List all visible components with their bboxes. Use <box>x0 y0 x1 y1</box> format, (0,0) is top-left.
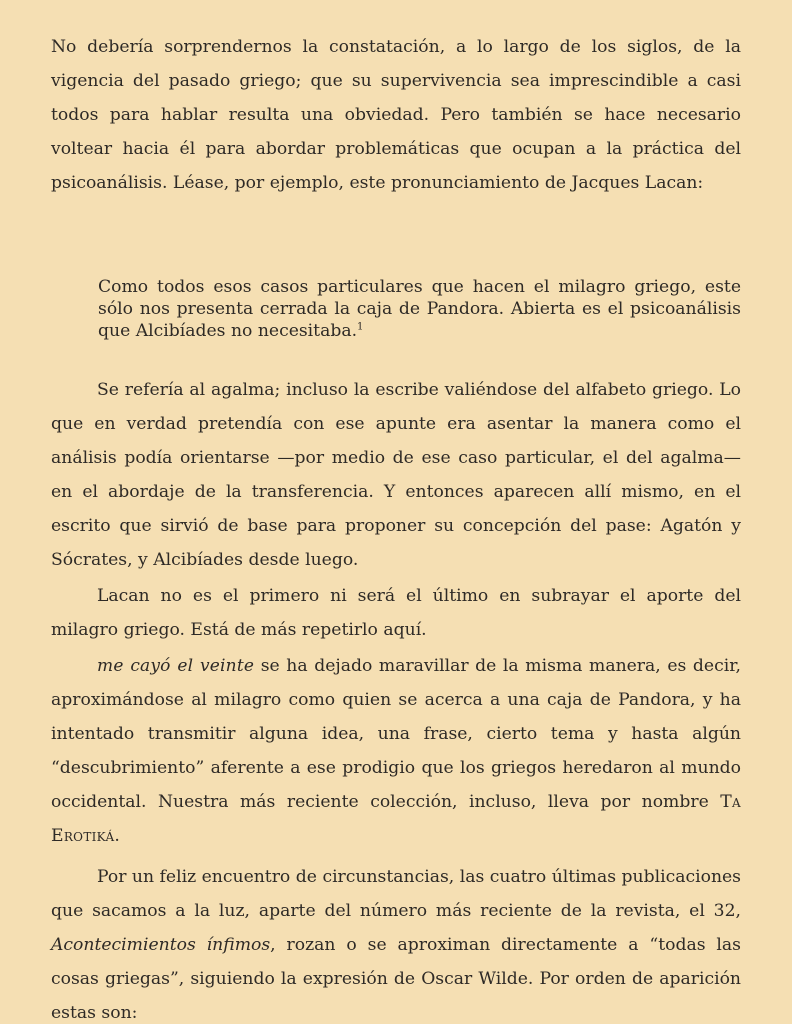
paragraph-publisher <box>51 649 741 853</box>
paragraph-intro-text: No debería sorprendernos la constatación, a lo largo de los siglos, de la vigencia del pasado griego; que su supervivencia sea imprescindible a casi todos para hablar resulta una obviedad. Pero también se hace necesario voltear hacia él para abordar problemáticas que ocupan a la práctica del psicoanálisis. Léase, por ejemplo, este pronunciamiento de Jacques Lacan: <box>51 37 741 193</box>
paragraph-agalma-text: Se refería al agalma; incluso la escribe valiéndose del alfabeto griego. Lo que en verdad pretendía con ese apunte era asentar la manera como el análisis podía orientarse —por medio de ese caso particular, el del agalma— en el abordaje de la transferencia. Y entonces aparecen allí mismo, en el escrito que sirvió de base para proponer su concepción del pase: Agatón y Sócrates, y Alcibíades desde luego. <box>51 380 741 570</box>
paragraph-agalma <box>51 373 741 577</box>
paragraph-publications-start: Por un feliz encuentro de circunstancias, las cuatro últimas publicaciones que sacamos a la luz, aparte del número más reciente de la revista, el 32, <box>51 867 741 921</box>
paragraph-lacan <box>51 579 741 647</box>
block-quote-lacan <box>98 276 741 342</box>
paragraph-publications-rest: , rozan o se aproximan directamente a “todas las cosas griegas”, siguiendo la expresión de Oscar Wilde. Por orden de aparición estas son: <box>51 935 741 1023</box>
paragraph-publications <box>51 860 741 1024</box>
collection-name: Ta Erotiká <box>51 792 741 846</box>
magazine-issue-title: Acontecimientos ínfimos <box>51 935 271 955</box>
paragraph-lacan-text: Lacan no es el primero ni será el último en subrayar el aporte del milagro griego. Está de más repetirlo aquí. <box>51 586 741 640</box>
paragraph-intro <box>51 30 741 200</box>
paragraph-publisher-end: . <box>114 826 120 846</box>
footnote-reference[interactable]: 1 <box>357 321 364 333</box>
publisher-logo-text: me cayó el veinte <box>97 656 255 676</box>
paragraph-publisher-text: se ha dejado maravillar de la misma manera, es decir, aproximándose al milagro como quien se acerca a una caja de Pandora, y ha intentado transmitir alguna idea, una frase, cierto tema y hasta algún “descubrimiento” aferente a ese prodigio que los griegos heredaron al mundo occidental. Nuestra más reciente colección, incluso, lleva por nombre <box>51 656 741 812</box>
block-quote-text: Como todos esos casos particulares que hacen el milagro griego, este sólo nos presenta cerrada la caja de Pandora. Abierta es el psicoanálisis que Alcibíades no necesitaba. <box>98 277 741 341</box>
